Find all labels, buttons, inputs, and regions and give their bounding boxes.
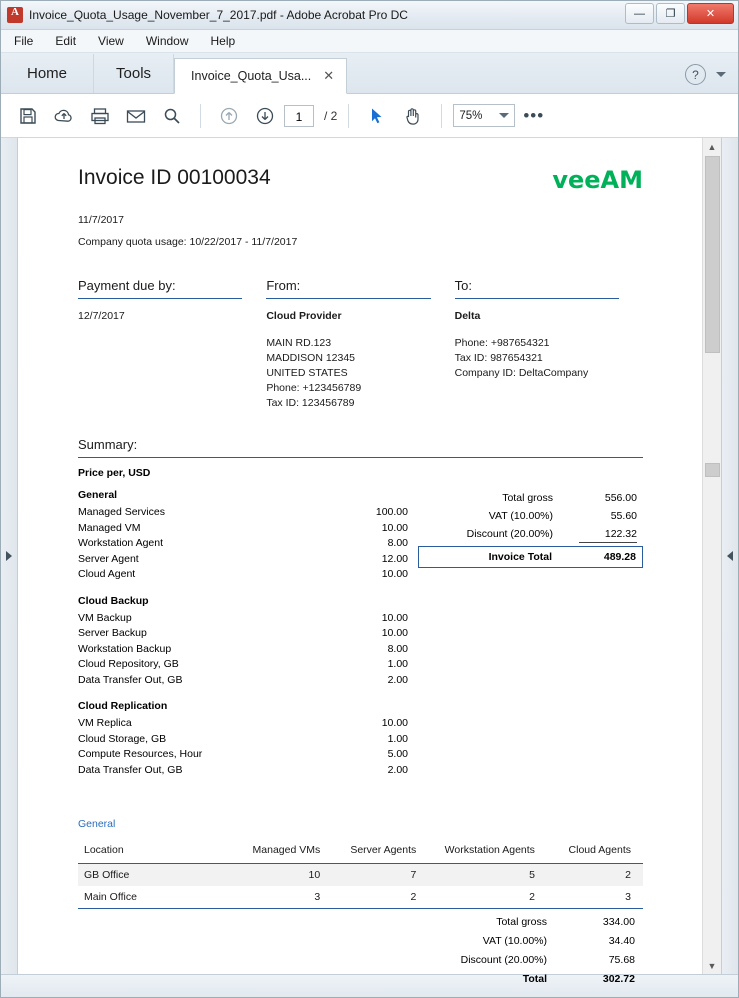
cell-managed-vms: 3 [236,886,332,909]
item-price: 10.00 [381,611,408,624]
tab-home[interactable]: Home [1,54,94,93]
from-country: UNITED STATES [266,367,348,379]
payment-due-column [78,278,266,411]
tab-document[interactable] [174,58,347,94]
discount-label: Discount (20.00%) [466,528,553,540]
item-name: Server Backup [78,627,147,639]
table-row [78,864,643,887]
toolbar-divider-3 [441,104,442,128]
general-total-gross-row [78,913,643,932]
total-gross-value: 556.00 [604,492,637,504]
save-icon[interactable] [11,101,45,131]
from-body [266,309,430,411]
to-name: Delta [454,310,481,322]
vertical-scrollbar[interactable] [702,138,721,974]
list-item [78,552,408,568]
item-price: 2.00 [387,673,408,686]
list-item [78,567,408,583]
vat-label: VAT (10.00%) [488,510,553,522]
item-price: 1.00 [387,658,408,670]
title-bar [1,1,738,30]
list-item [78,673,408,689]
more-tools-icon[interactable]: ••• [523,105,545,125]
item-price: 10.00 [381,627,408,639]
toolbar [1,94,738,138]
general-vat-label: VAT (10.00%) [482,935,547,947]
scrollbar-thumb-secondary[interactable] [705,463,720,477]
general-total-label: Total [522,973,547,985]
to-phone: Phone: +987654321 [454,337,550,349]
payment-due-date: 12/7/2017 [78,310,125,322]
group-title: Cloud Backup [78,594,149,607]
menu-view[interactable]: View [98,34,124,48]
list-item [78,732,408,748]
general-total-value: 302.72 [602,973,635,985]
to-tax-id: Tax ID: 987654321 [454,352,543,364]
item-price: 2.00 [387,763,408,776]
vat-value: 55.60 [610,510,637,522]
item-name: Managed VM [78,521,141,534]
item-price: 100.00 [375,506,408,518]
maximize-button[interactable]: ❐ [656,3,685,24]
quota-usage-period: Company quota usage: 10/22/2017 - 11/7/2017 [78,236,298,248]
print-icon[interactable] [83,101,117,131]
to-body [455,309,619,381]
left-panel-toggle[interactable] [1,138,18,974]
general-total-row [78,970,643,989]
group-title: General [78,489,118,501]
cell-managed-vms: 10 [236,864,332,887]
group-title: Cloud Replication [78,700,168,712]
general-discount-label: Discount (20.00%) [460,954,547,966]
menu-edit[interactable]: Edit [55,34,77,48]
close-icon[interactable]: ✕ [323,68,335,83]
chevron-right-icon [6,551,12,561]
tab-document-label: Invoice_Quota_Usa... [191,69,312,83]
from-phone: Phone: +123456789 [266,382,362,394]
invoice-total-value: 489.28 [603,551,636,563]
document-area [1,138,738,985]
total-gross-row [418,489,643,507]
hand-tool-icon[interactable] [396,101,430,131]
summary-body [78,489,643,778]
invoice-total-label: Invoice Total [488,551,552,563]
general-discount-value: 75.68 [608,954,635,966]
table-row [78,886,643,909]
invoice-header [78,166,643,194]
search-icon[interactable] [155,101,189,131]
pdf-page [18,138,703,985]
item-name: Data Transfer Out, GB [78,763,183,776]
item-price: 10.00 [381,568,408,580]
zoom-select[interactable] [453,104,515,127]
list-item [78,626,408,642]
item-price: 1.00 [387,732,408,745]
general-totals [78,913,643,989]
spacer [455,324,619,336]
list-item [78,611,408,627]
to-column [455,278,643,411]
tab-tools[interactable]: Tools [94,54,174,93]
from-address-1: MAIN RD.123 [266,337,332,349]
help-icon[interactable]: ? [685,64,706,85]
item-name: Server Agent [78,552,139,565]
scroll-down-icon[interactable]: ▼ [703,957,721,974]
select-tool-icon[interactable] [360,101,394,131]
list-item [78,505,408,521]
list-item [78,657,408,673]
to-company-id: Company ID: DeltaCompany [454,367,589,379]
page-number-input[interactable]: 1 [284,105,314,127]
general-vat-value: 34.40 [608,935,635,947]
window-title: Invoice_Quota_Usage_November_7_2017.pdf - Adobe Acrobat Pro DC [29,8,408,22]
item-price: 10.00 [381,521,408,534]
menu-bar [1,30,738,53]
toolbar-divider [200,104,201,128]
cell-cloud-agents: 2 [547,864,643,887]
list-item [78,747,408,763]
total-gross-label: Total gross [502,492,553,504]
summary-heading: Summary: [78,437,643,458]
from-tax-id: Tax ID: 123456789 [266,397,355,409]
header-server-agents: Server Agents [332,838,428,864]
item-price: 10.00 [381,717,408,729]
summary-items [78,489,408,778]
next-page-icon[interactable] [248,101,282,131]
cell-workstation-agents: 5 [428,864,547,887]
window-controls [625,3,734,24]
scroll-up-icon[interactable]: ▲ [703,138,721,155]
close-button[interactable]: ✕ [687,3,734,24]
summary-totals [418,489,643,778]
menu-window[interactable]: Window [145,34,189,48]
minimize-button[interactable]: — [625,3,654,24]
payment-due-heading: Payment due by: [78,278,242,299]
item-name: VM Replica [78,717,132,729]
item-price: 5.00 [387,748,408,760]
from-address-2: MADDISON 12345 [266,352,356,364]
email-icon[interactable] [119,101,153,131]
scrollbar-thumb[interactable] [705,156,720,353]
from-column [266,278,454,411]
item-name: VM Backup [78,611,132,624]
vat-row [418,507,643,525]
chevron-down-icon[interactable] [716,72,726,77]
zoom-value: 75% [459,109,483,122]
list-item [78,716,408,732]
general-total-gross-label: Total gross [496,916,547,928]
cell-workstation-agents: 2 [428,886,547,909]
item-name: Managed Services [78,506,165,518]
item-price: 8.00 [387,642,408,655]
right-panel-toggle[interactable] [721,138,738,974]
upload-cloud-icon[interactable] [47,101,81,131]
header-managed-vms: Managed VMs [236,838,332,864]
menu-file[interactable]: File [14,34,34,48]
cell-location: GB Office [78,864,236,887]
item-name: Cloud Storage, GB [78,732,167,745]
menu-help[interactable]: Help [210,34,236,48]
list-item [78,536,408,552]
invoice-total-row [418,546,643,568]
table-header-row [78,838,643,864]
cell-server-agents: 2 [332,886,428,909]
cell-server-agents: 7 [332,864,428,887]
item-name: Cloud Repository, GB [78,658,179,670]
veeam-logo: veeAM [552,166,643,194]
tab-bar [1,53,738,94]
item-name: Compute Resources, Hour [78,748,203,760]
list-item [78,763,408,779]
item-price: 12.00 [381,552,408,565]
header-cloud-agents: Cloud Agents [547,838,643,864]
discount-row [418,525,643,544]
price-per-label: Price per, USD [78,467,151,479]
tabbar-right-controls [685,64,738,93]
header-workstation-agents: Workstation Agents [428,838,547,864]
general-section-link[interactable]: General [78,818,116,830]
item-name: Workstation Backup [78,642,172,655]
to-heading: To: [455,278,619,299]
general-total-gross-value: 334.00 [602,916,635,928]
location-table [78,838,643,909]
chevron-down-icon [499,113,509,118]
list-item [78,521,408,537]
parties-section [78,278,643,411]
item-name: Cloud Agent [78,568,136,580]
item-name: Workstation Agent [78,537,164,549]
header-location: Location [78,838,236,864]
item-price: 8.00 [387,537,408,549]
general-vat-row [78,932,643,951]
from-name: Cloud Provider [266,310,342,322]
invoice-date: 11/7/2017 [78,214,124,226]
cell-cloud-agents: 3 [547,886,643,909]
acrobat-app-icon [7,7,23,23]
chevron-left-icon [727,551,733,561]
spacer [266,324,430,336]
previous-page-icon[interactable] [212,101,246,131]
general-discount-row [78,951,643,970]
discount-value: 122.32 [579,526,637,543]
toolbar-divider-2 [348,104,349,128]
item-name: Data Transfer Out, GB [78,673,183,686]
list-item [78,642,408,658]
page-scroll-region[interactable] [18,138,721,985]
from-heading: From: [266,278,430,299]
page-count-label: / 2 [324,108,338,123]
cell-location: Main Office [78,886,236,909]
payment-due-body [78,309,242,324]
page-title: Invoice ID 00100034 [78,166,271,189]
